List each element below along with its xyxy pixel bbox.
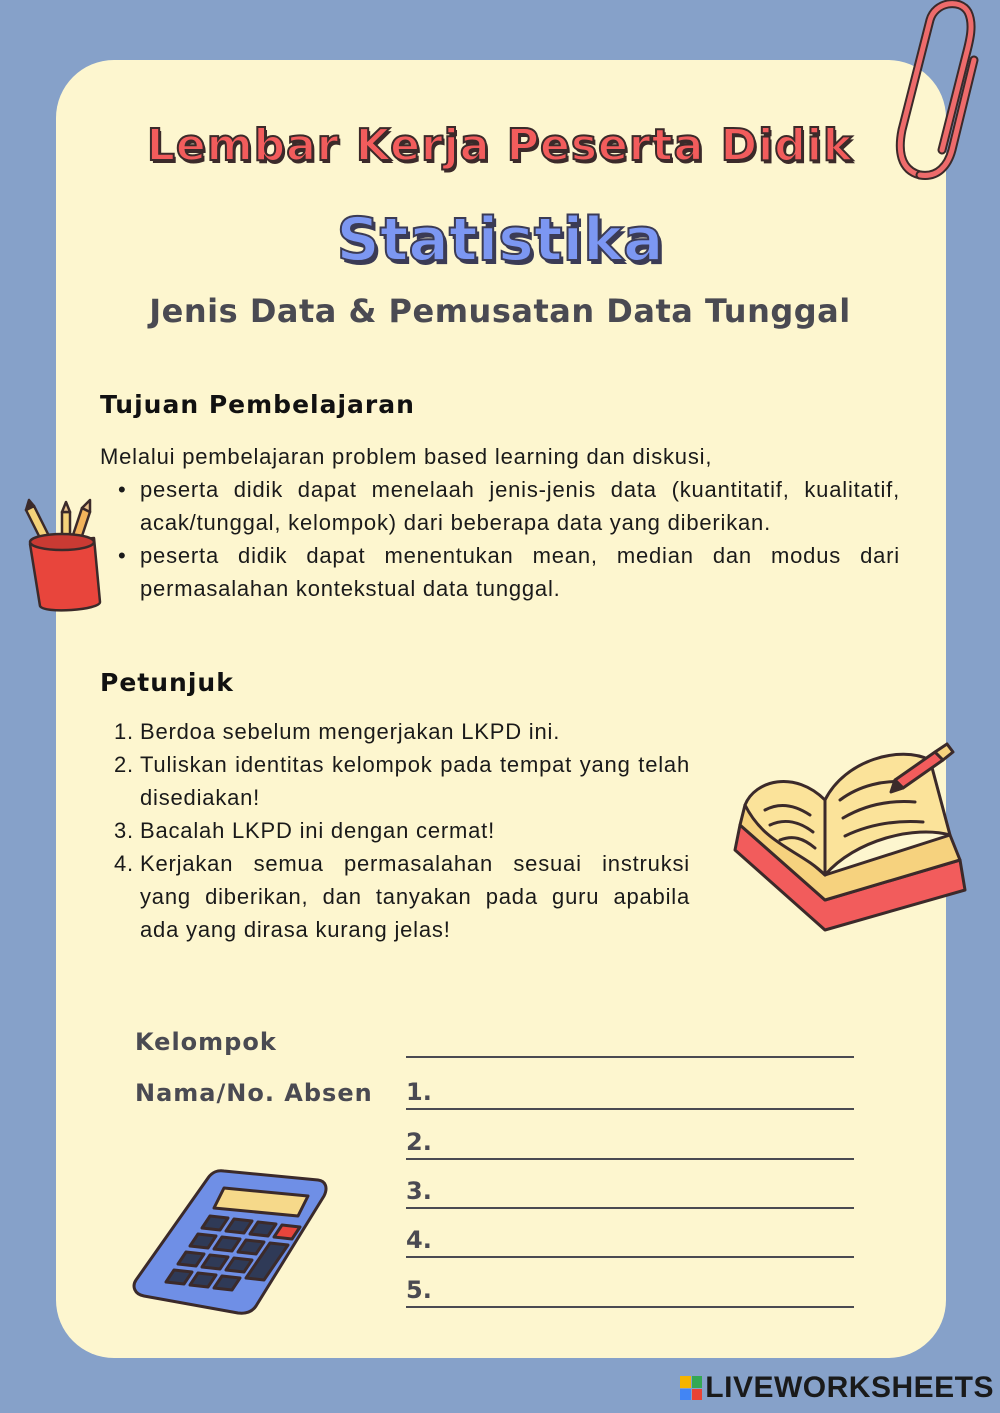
topic-subtitle: Jenis Data & Pemusatan Data Tunggal xyxy=(149,292,851,330)
objectives-list xyxy=(100,473,900,605)
instruction-item: 4. Kerjakan semua permasalahan sesuai instruksi yang diberikan, dan tanyakan pada guru apabila ada yang dirasa kurang jelas! xyxy=(114,851,690,942)
instructions-heading: Petunjuk xyxy=(100,668,234,697)
objective-item: • peserta didik dapat menelaah jenis-jenis data (kuantitatif, kualitatif, acak/tunggal, kelompok) dari beberapa data yang diberikan. xyxy=(140,473,900,539)
worksheet-title: Lembar Kerja Peserta Didik xyxy=(146,120,854,171)
instruction-item: 2. Tuliskan identitas kelompok pada tempat yang telah disediakan! xyxy=(114,752,690,810)
group-name-field[interactable] xyxy=(406,1022,854,1058)
objectives-intro: Melalui pembelajaran problem based learning dan diskusi, xyxy=(100,444,713,469)
objective-item: • peserta didik dapat menentukan mean, median dan modus dari permasalahan kontekstual data tunggal. xyxy=(140,539,900,605)
subject-title: Statistika xyxy=(336,205,664,275)
name-field-4[interactable]: 4. xyxy=(406,1222,854,1258)
name-field-3[interactable]: 3. xyxy=(406,1173,854,1209)
name-field-2[interactable]: 2. xyxy=(406,1124,854,1160)
name-field-5[interactable]: 5. xyxy=(406,1272,854,1308)
instruction-item: 1. Berdoa sebelum mengerjakan LKPD ini. xyxy=(114,719,561,744)
open-book-icon xyxy=(725,740,975,940)
group-label: Kelompok xyxy=(135,1028,277,1056)
instruction-item: 3. Bacalah LKPD ini dengan cermat! xyxy=(114,818,495,843)
names-label: Nama/No. Absen xyxy=(135,1079,373,1107)
pencil-cup-icon xyxy=(20,498,110,616)
liveworksheets-logo[interactable] xyxy=(680,1371,994,1405)
brand-badge-icon xyxy=(680,1376,702,1400)
objectives-heading: Tujuan Pembelajaran xyxy=(100,390,415,419)
brand-name: LIVEWORKSHEETS xyxy=(705,1371,994,1404)
calculator-icon xyxy=(128,1168,333,1318)
instructions-list xyxy=(100,715,690,946)
name-field-1[interactable]: 1. xyxy=(406,1074,854,1110)
